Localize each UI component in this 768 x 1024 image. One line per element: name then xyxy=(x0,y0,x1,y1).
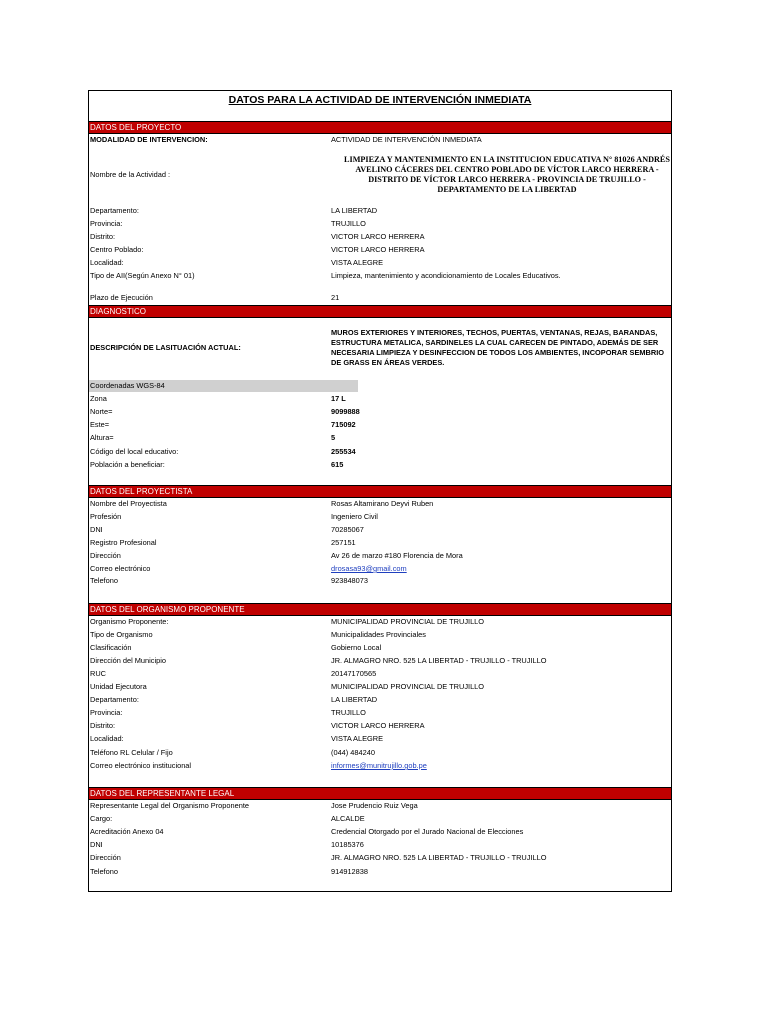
ruc-value: 20147170565 xyxy=(331,669,377,678)
clasificacion-label: Clasificación xyxy=(90,643,132,652)
section-header-proyectista: DATOS DEL PROYECTISTA xyxy=(89,485,671,498)
norte-label: Norte= xyxy=(90,407,113,416)
poblacion-value: 615 xyxy=(331,460,344,469)
altura-label: Altura= xyxy=(90,433,114,442)
form-sheet xyxy=(88,90,672,892)
correo-org-link[interactable]: informes@munitrujillo.gob.pe xyxy=(331,761,427,770)
direccion-representante-value: JR. ALMAGRO NRO. 525 LA LIBERTAD - TRUJILLO - TRUJILLO xyxy=(331,853,547,862)
actividad-label: Nombre de la Actividad : xyxy=(90,170,171,179)
profesion-label: Profesión xyxy=(90,512,122,521)
este-label: Este= xyxy=(90,420,110,429)
cargo-label: Cargo: xyxy=(90,814,113,823)
centro-poblado-label: Centro Poblado: xyxy=(90,245,144,254)
clasificacion-value: Gobierno Local xyxy=(331,643,382,652)
direccion-municipio-value: JR. ALMAGRO NRO. 525 LA LIBERTAD - TRUJILLO - TRUJILLO xyxy=(331,656,547,665)
departamento-org-value: LA LIBERTAD xyxy=(331,695,378,704)
acreditacion-label: Acreditación Anexo 04 xyxy=(90,827,164,836)
telefono-org-value: (044) 484240 xyxy=(331,748,375,757)
plazo-label: Plazo de Ejecución xyxy=(90,293,153,302)
direccion-representante-label: Dirección xyxy=(90,853,121,862)
distrito-org-value: VICTOR LARCO HERRERA xyxy=(331,721,425,730)
poblacion-label: Población a beneficiar: xyxy=(90,460,165,469)
nombre-proyectista-value: Rosas Altamirano Deyvi Ruben xyxy=(331,499,434,508)
norte-value: 9099888 xyxy=(331,407,360,416)
modalidad-label: MODALIDAD DE INTERVENCION: xyxy=(90,135,208,144)
este-value: 715092 xyxy=(331,420,356,429)
centro-poblado-value: VICTOR LARCO HERRERA xyxy=(331,245,425,254)
unidad-ejecutora-value: MUNICIPALIDAD PROVINCIAL DE TRUJILLO xyxy=(331,682,485,691)
correo-proyectista-label: Correo electrónico xyxy=(90,564,151,573)
departamento-value: LA LIBERTAD xyxy=(331,206,378,215)
distrito-label: Distrito: xyxy=(90,232,116,241)
distrito-org-label: Distrito: xyxy=(90,721,116,730)
localidad-value: VISTA ALEGRE xyxy=(331,258,384,267)
registro-label: Registro Profesional xyxy=(90,538,157,547)
telefono-representante-label: Telefono xyxy=(90,867,118,876)
correo-proyectista-link[interactable]: drosasa93@gmail.com xyxy=(331,564,407,573)
departamento-org-label: Departamento: xyxy=(90,695,139,704)
departamento-label: Departamento: xyxy=(90,206,139,215)
profesion-value: Ingeniero Civil xyxy=(331,512,378,521)
telefono-org-label: Teléfono RL Celular / Fijo xyxy=(90,748,173,757)
correo-org-label: Correo electrónico institucional xyxy=(90,761,192,770)
document-title: DATOS PARA LA ACTIVIDAD DE INTERVENCIÓN INMEDIATA xyxy=(228,94,532,106)
descripcion-value: MUROS EXTERIORES Y INTERIORES, TECHOS, PUERTAS, VENTANAS, REJAS, BARANDAS, ESTRUCTURA METALICA, SARDINELES LA CUAL CARECEN DE PINTADO, ADEMÁS DE SER NECESARIA LIMPIEZA Y DESINFECCION DE TODOS LOS AMBIENTES, INCOPORAR SEMBRIO DE GRASS EN ÁREAS VERDES. xyxy=(331,328,665,367)
zona-label: Zona xyxy=(90,394,107,403)
distrito-value: VICTOR LARCO HERRERA xyxy=(331,232,425,241)
dni-representante-label: DNI xyxy=(90,840,103,849)
descripcion-label: DESCRIPCIÓN DE LASITUACIÓN ACTUAL: xyxy=(90,343,241,352)
cargo-value: ALCALDE xyxy=(331,814,365,823)
organismo-value: MUNICIPALIDAD PROVINCIAL DE TRUJILLO xyxy=(331,617,485,626)
section-header-organismo: DATOS DEL ORGANISMO PROPONENTE xyxy=(89,603,671,616)
localidad-org-label: Localidad: xyxy=(90,734,124,743)
zona-value: 17 L xyxy=(331,394,346,403)
altura-value: 5 xyxy=(331,433,336,442)
localidad-label: Localidad: xyxy=(90,258,124,267)
actividad-value: LIMPIEZA Y MANTENIMIENTO EN LA INSTITUCION EDUCATIVA N° 81026 ANDRÉS AVELINO CÁCERES DEL CENTRO POBLADO DE VÍCTOR LARCO HERRERA - DISTRITO DE VÍCTOR LARCO HERRERA - PROVINCIA DE TRUJILLO - DEPARTAMENTO DE LA LIBERTAD xyxy=(344,155,670,194)
coordenadas-label: Coordenadas WGS-84 xyxy=(89,380,358,392)
tipo-aii-label: Tipo de AII(Según Anexo N° 01) xyxy=(90,271,195,280)
representante-value: Jose Prudencio Ruiz Vega xyxy=(331,801,418,810)
localidad-org-value: VISTA ALEGRE xyxy=(331,734,384,743)
section-header-diagnostico: DIAGNOSTICO xyxy=(89,305,671,318)
provincia-label: Provincia: xyxy=(90,219,123,228)
dni-proyectista-label: DNI xyxy=(90,525,103,534)
organismo-label: Organismo Proponente: xyxy=(90,617,169,626)
telefono-representante-value: 914912838 xyxy=(331,867,368,876)
plazo-value: 21 xyxy=(331,293,340,302)
registro-value: 257151 xyxy=(331,538,356,547)
provincia-value: TRUJILLO xyxy=(331,219,366,228)
codigo-local-label: Código del local educativo: xyxy=(90,447,179,456)
dni-representante-value: 10185376 xyxy=(331,840,364,849)
tipo-organismo-label: Tipo de Organismo xyxy=(90,630,153,639)
direccion-proyectista-label: Dirección xyxy=(90,551,121,560)
ruc-label: RUC xyxy=(90,669,107,678)
representante-label: Representante Legal del Organismo Proponente xyxy=(90,801,250,810)
provincia-org-label: Provincia: xyxy=(90,708,123,717)
nombre-proyectista-label: Nombre del Proyectista xyxy=(90,499,167,508)
direccion-proyectista-value: Av 26 de marzo #180 Florencia de Mora xyxy=(331,551,463,560)
modalidad-value: ACTIVIDAD DE INTERVENCIÓN INMEDIATA xyxy=(331,135,482,144)
tipo-organismo-value: Municipalidades Provinciales xyxy=(331,630,426,639)
unidad-ejecutora-label: Unidad Ejecutora xyxy=(90,682,147,691)
section-header-representante: DATOS DEL REPRESENTANTE LEGAL xyxy=(89,787,671,800)
tipo-aii-value: Limpieza, mantenimiento y acondicionamiento de Locales Educativos. xyxy=(331,271,561,280)
dni-proyectista-value: 70285067 xyxy=(331,525,364,534)
codigo-local-value: 255534 xyxy=(331,447,356,456)
acreditacion-value: Credencial Otorgado por el Jurado Nacional de Elecciones xyxy=(331,827,524,836)
section-header-proyecto: DATOS DEL PROYECTO xyxy=(89,121,671,134)
telefono-proyectista-label: Telefono xyxy=(90,576,118,585)
direccion-municipio-label: Dirección del Municipio xyxy=(90,656,166,665)
telefono-proyectista-value: 923848073 xyxy=(331,576,368,585)
provincia-org-value: TRUJILLO xyxy=(331,708,366,717)
